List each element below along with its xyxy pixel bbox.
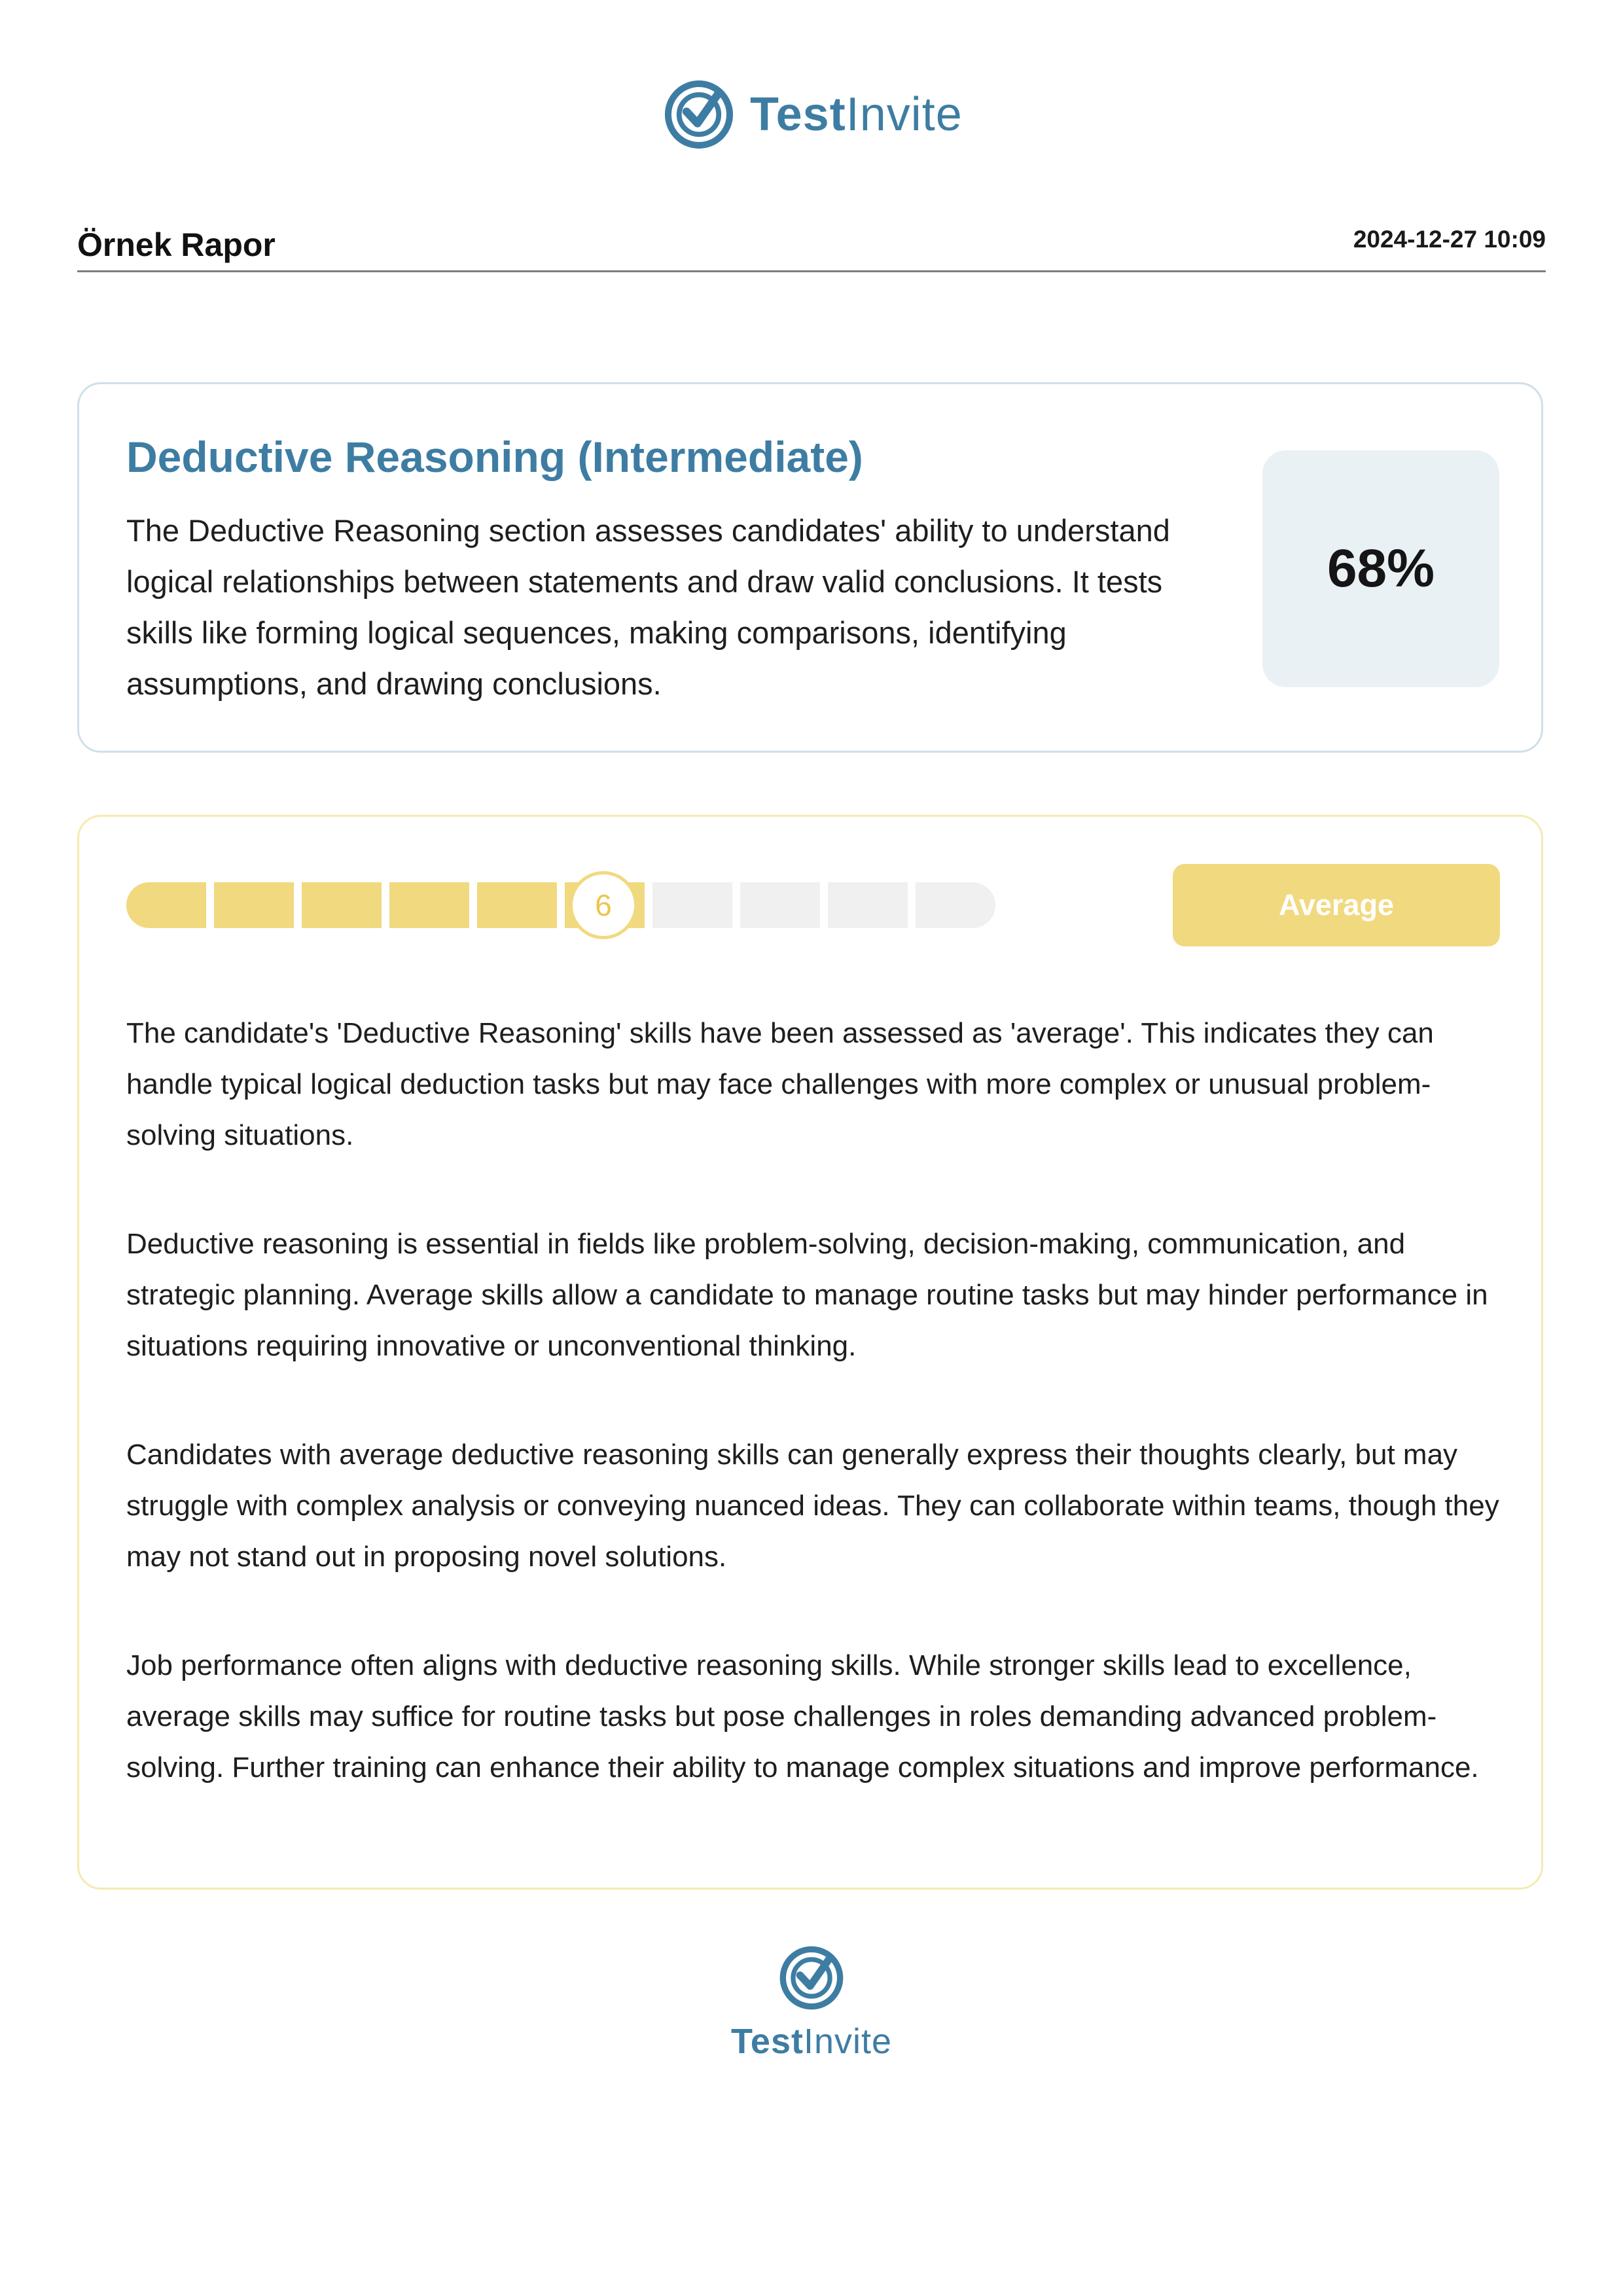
- level-segment: [126, 882, 206, 928]
- section-title: Deductive Reasoning (Intermediate): [126, 433, 863, 481]
- brand-name: TestInvite: [750, 88, 963, 141]
- check-circle-icon: [776, 1944, 847, 2012]
- level-segment: [652, 882, 732, 928]
- level-segment: [828, 882, 908, 928]
- assessment-paragraph: Job performance often aligns with deductive reasoning skills. While stronger skills lead to excellence, average skills may suffice for routine tasks but pose challenges in roles demanding advanced problem-solving. Further training can enhance their ability to manage complex situations and improve performance.: [126, 1649, 1479, 1784]
- section-description: The Deductive Reasoning section assesses candidates' ability to understand logical relationships between statements and draw valid conclusions. It tests skills like forming logical sequences, making comparisons, identifying assumptions, and drawing conclusions.: [126, 513, 1170, 701]
- level-marker: 6: [569, 871, 637, 939]
- assessment-paragraph: Candidates with average deductive reasoning skills can generally express their thoughts clearly, but may struggle with complex analysis or conveying nuanced ideas. They can collaborate within teams, though they may not stand out in proposing novel solutions.: [126, 1439, 1499, 1573]
- report-title: Örnek Rapor: [77, 226, 276, 263]
- score-box: 68%: [1262, 450, 1499, 687]
- report-date: 2024-12-27 10:09: [1353, 226, 1546, 253]
- assessment-paragraph: Deductive reasoning is essential in fields like problem-solving, decision-making, communication, and strategic planning. Average skills allow a candidate to manage routine tasks but may hinder performance in situations requiring innovative or unconventional thinking.: [126, 1228, 1488, 1362]
- level-segment: [214, 882, 294, 928]
- level-segment: [477, 882, 557, 928]
- level-badge: Average: [1173, 864, 1500, 946]
- header-logo: [662, 73, 963, 156]
- assessment-paragraph: The candidate's 'Deductive Reasoning' skills have been assessed as 'average'. This indicates they can handle typical logical deduction tasks but may face challenges with more complex or unusual problem-solving situations.: [126, 1017, 1434, 1151]
- footer-logo: [713, 1944, 910, 2062]
- brand-name: TestInvite: [730, 2022, 893, 2061]
- level-segment: [916, 882, 995, 928]
- level-segment: [389, 882, 469, 928]
- check-circle-icon: [662, 78, 736, 151]
- header-divider: [77, 270, 1546, 272]
- level-segment: [740, 882, 820, 928]
- level-segment: [302, 882, 382, 928]
